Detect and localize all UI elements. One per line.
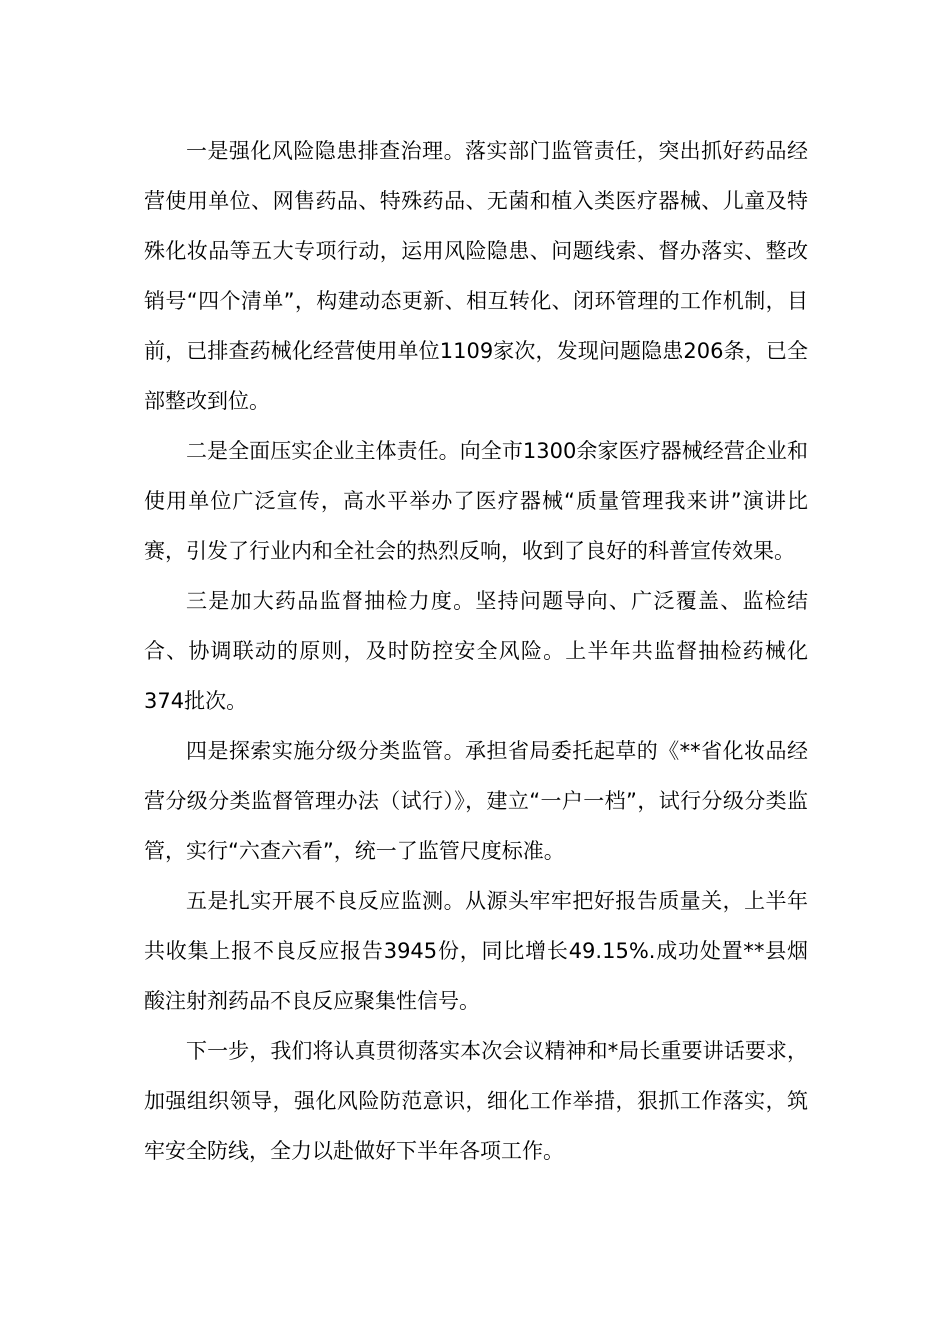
document-body [144,126,808,1176]
paragraph-enterprise-responsibility: 二是全面压实企业主体责任。向全市1300余家医疗器械经营企业和使用单位广泛宣传，高水平举办了医疗器械“质量管理我来讲”演讲比赛，引发了行业内和全社会的热烈反响，收到了良好的科普宣传效果。 [144,439,808,563]
paragraph-graded-supervision: 四是探索实施分级分类监管。承担省局委托起草的《**省化妆品经营分级分类监督管理办法（试行）》，建立“一户一档”，试行分级分类监管，实行“六查六看”，统一了监管尺度标准。 [144,739,808,863]
paragraph-next-steps: 下一步，我们将认真贯彻落实本次会议精神和*局长重要讲话要求，加强组织领导，强化风险防范意识，细化工作举措，狠抓工作落实，筑牢安全防线，全力以赴做好下半年各项工作。 [144,1039,808,1163]
paragraph-risk-inspection: 一是强化风险隐患排查治理。落实部门监管责任，突出抓好药品经营使用单位、网售药品、特殊药品、无菌和植入类医疗器械、儿童及特殊化妆品等五大专项行动，运用风险隐患、问题线索、督办落实、整改销号“四个清单”，构建动态更新、相互转化、闭环管理的工作机制，目前，已排查药械化经营使用单位1109家次，发现问题隐患206条，已全部整改到位。 [144,139,808,413]
paragraph-adverse-reaction-monitoring: 五是扎实开展不良反应监测。从源头牢牢把好报告质量关，上半年共收集上报不良反应报告3945份，同比增长49.15%.成功处置**县烟酸注射剂药品不良反应聚集性信号。 [144,889,808,1013]
paragraph-sampling-inspection: 三是加大药品监督抽检力度。坚持问题导向、广泛覆盖、监检结合、协调联动的原则，及时防控安全风险。上半年共监督抽检药械化374批次。 [144,589,808,713]
